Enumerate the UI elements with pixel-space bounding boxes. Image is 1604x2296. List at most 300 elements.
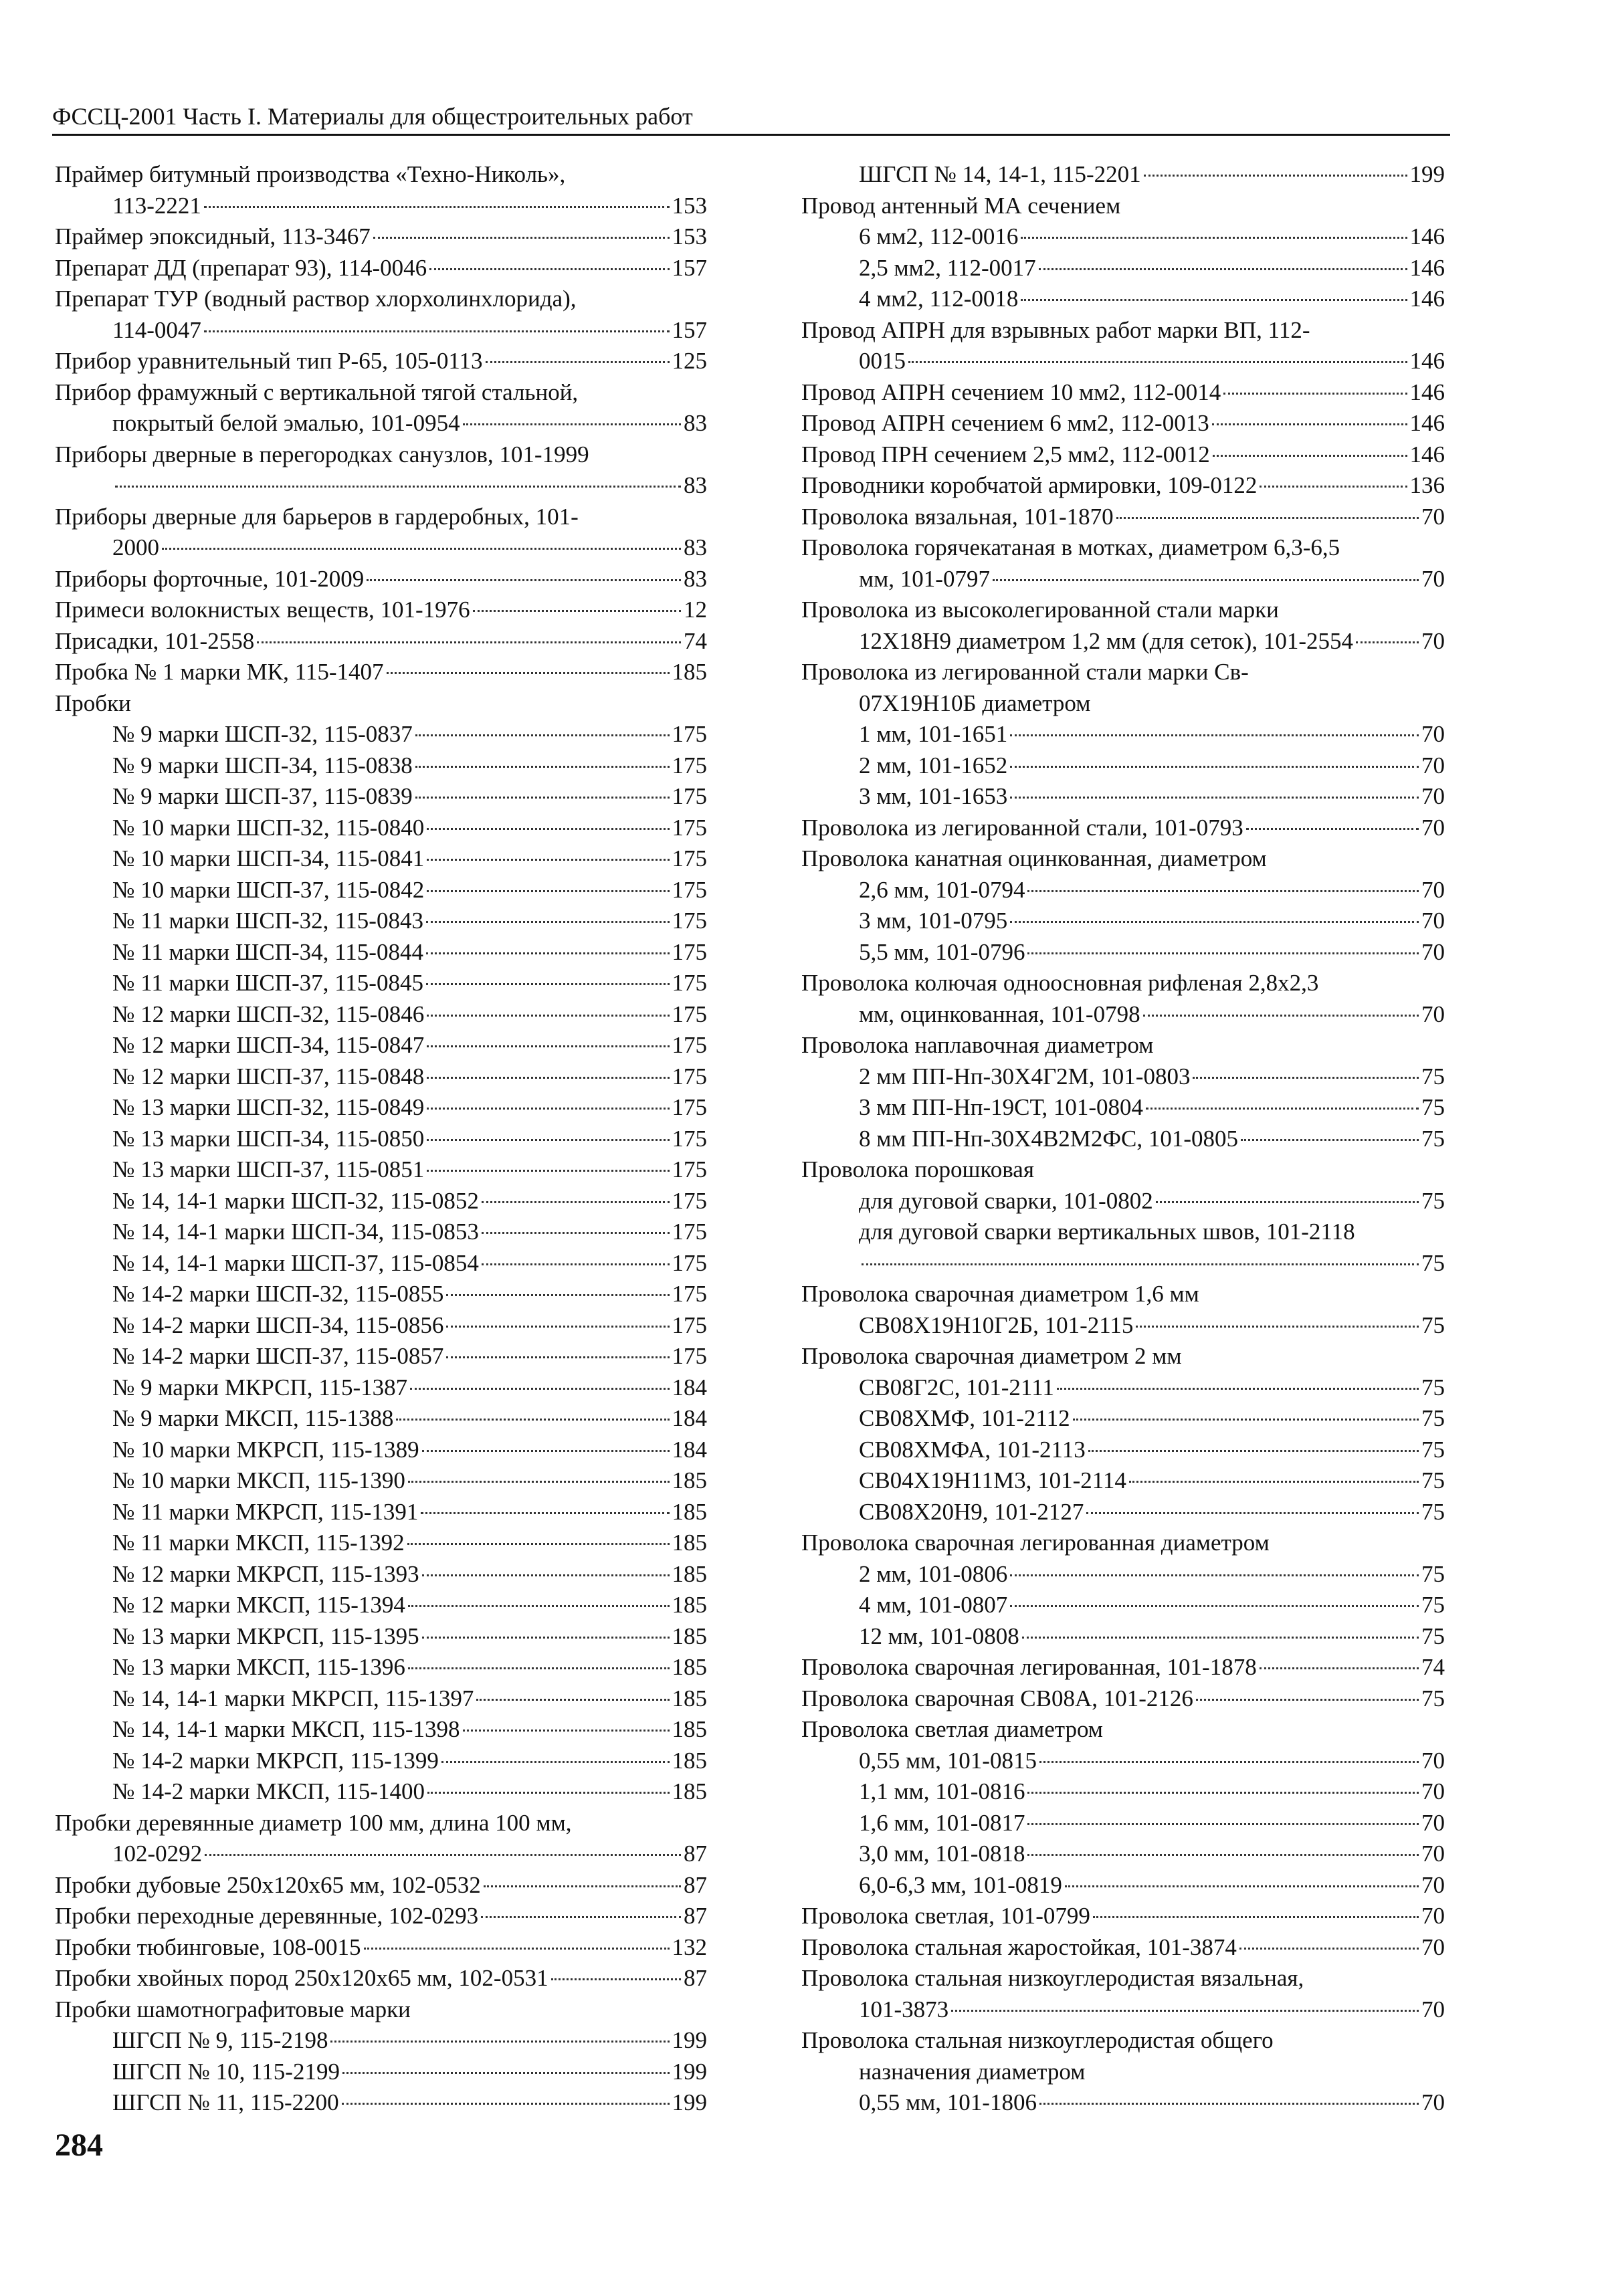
index-entry-text: № 14-2 марки ШСП-34, 115-0856 <box>112 1312 444 1338</box>
index-line <box>55 1839 707 1870</box>
index-page-ref: 184 <box>672 1436 707 1463</box>
index-page-ref: 70 <box>1421 876 1445 903</box>
index-line <box>55 999 707 1031</box>
index-page-ref: 175 <box>672 876 707 903</box>
index-line <box>801 221 1445 253</box>
index-line <box>801 408 1445 439</box>
dot-leader <box>463 423 681 425</box>
index-line <box>801 1994 1445 2026</box>
index-entry <box>801 1901 1445 1932</box>
index-entry-first-line: Проволока горячекатаная в мотках, диаметром 6,3-6,5 <box>801 534 1340 560</box>
index-entry <box>55 2025 707 2057</box>
dot-leader <box>342 2103 670 2105</box>
index-line <box>55 626 707 657</box>
index-line <box>801 439 1445 471</box>
index-line <box>801 253 1445 284</box>
dot-leader <box>1136 1326 1419 1328</box>
index-line <box>55 1465 707 1497</box>
index-entry-text: Препарат ДД (препарат 93), 114-0046 <box>55 254 427 281</box>
index-entry <box>55 1030 707 1061</box>
index-line <box>801 2087 1445 2119</box>
index-heading: Проволока канатная оцинкованная, диаметром <box>801 845 1267 871</box>
dot-leader <box>1010 1574 1419 1576</box>
dot-leader <box>486 361 670 363</box>
index-line <box>55 2025 707 2057</box>
dot-leader <box>1246 828 1419 830</box>
index-line <box>801 1092 1445 1124</box>
index-line <box>55 1372 707 1404</box>
dot-leader <box>427 1077 669 1079</box>
index-entry <box>55 688 707 720</box>
dot-leader <box>1065 1885 1419 1887</box>
index-entry-text: Проводники коробчатой армировки, 109-0122 <box>801 472 1258 498</box>
index-line <box>801 999 1445 1031</box>
index-entry <box>801 937 1445 968</box>
index-entry-text: Проволока из легированной стали, 101-0793 <box>801 814 1243 841</box>
index-entry-text: Пробки тюбинговые, 108-0015 <box>55 1934 361 1960</box>
index-page-ref: 146 <box>1409 223 1445 249</box>
index-entry-first-line: Праймер битумный производства «Техно-Николь», <box>55 161 566 187</box>
index-page-ref: 83 <box>684 565 707 592</box>
index-line <box>55 1932 707 1964</box>
index-line <box>55 1746 707 1777</box>
index-page-ref: 75 <box>1421 1063 1445 1089</box>
index-line <box>801 750 1445 782</box>
index-line <box>801 1248 1445 1279</box>
index-entry <box>55 2087 707 2119</box>
dot-leader <box>427 1139 669 1141</box>
dot-leader <box>1260 486 1407 488</box>
index-entry-text: 113-2221 <box>112 192 201 219</box>
dot-leader <box>1241 1139 1419 1141</box>
index-line <box>801 1621 1445 1653</box>
index-entry-text: 3 мм ПП-Нп-19СТ, 101-0804 <box>859 1094 1144 1120</box>
dot-leader <box>330 2041 669 2043</box>
index-page-ref: 75 <box>1421 1498 1445 1525</box>
index-entry <box>801 1559 1445 1590</box>
index-entry <box>55 221 707 253</box>
index-entry <box>55 843 707 875</box>
index-page-ref: 75 <box>1421 1312 1445 1338</box>
index-page-ref: 70 <box>1421 721 1445 747</box>
index-entry <box>801 1590 1445 1621</box>
index-page-ref: 70 <box>1421 1934 1445 1960</box>
index-page-ref: 185 <box>672 1623 707 1649</box>
index-page-ref: 175 <box>672 1219 707 1245</box>
index-entry <box>801 781 1445 813</box>
index-entry-text: СВ04Х19Н11М3, 101-2114 <box>859 1467 1126 1493</box>
index-entry-text: Присадки, 101-2558 <box>55 627 255 654</box>
index-line <box>55 564 707 595</box>
dot-leader <box>1088 1450 1419 1452</box>
index-entry-text: 6 мм2, 112-0016 <box>859 223 1019 249</box>
index-line <box>55 346 707 377</box>
index-entry-text: 0015 <box>859 348 906 374</box>
index-entry <box>55 1559 707 1590</box>
index-page-ref: 175 <box>672 1032 707 1058</box>
index-line <box>55 1528 707 1559</box>
index-entry <box>55 1341 707 1372</box>
index-entry <box>55 159 707 221</box>
index-line <box>55 1652 707 1683</box>
index-line <box>55 1403 707 1435</box>
dot-leader <box>426 983 670 985</box>
index-entry <box>801 843 1445 875</box>
dot-leader <box>1010 797 1419 799</box>
index-page-ref: 70 <box>1421 1903 1445 1929</box>
index-entry-text: СВ08ХМФА, 101-2113 <box>859 1436 1086 1463</box>
index-entry-text: № 9 марки ШСП-32, 115-0837 <box>112 721 413 747</box>
index-line <box>801 1746 1445 1777</box>
index-entry-text: Проволока вязальная, 101-1870 <box>801 503 1114 530</box>
index-line <box>55 2087 707 2119</box>
index-line <box>55 1248 707 1279</box>
index-heading: Проволока наплавочная диаметром <box>801 1032 1154 1058</box>
dot-leader <box>1212 423 1407 425</box>
index-line <box>55 1901 707 1932</box>
index-entry <box>801 1403 1445 1435</box>
dot-leader <box>446 1294 669 1296</box>
index-entry <box>55 1310 707 1342</box>
index-entry-text: ШГСП № 14, 14-1, 115-2201 <box>859 161 1141 187</box>
index-entry <box>801 1683 1445 1715</box>
dot-leader <box>1027 952 1419 954</box>
index-entry <box>801 1776 1445 1808</box>
dot-leader <box>1239 1948 1419 1950</box>
index-entry-text: № 11 марки ШСП-37, 115-0845 <box>112 970 423 996</box>
index-heading: Проволока сварочная диаметром 2 мм <box>801 1343 1182 1369</box>
index-page-ref: 175 <box>672 1001 707 1027</box>
index-entry-text: 1,1 мм, 101-0816 <box>859 1778 1025 1804</box>
index-page-ref: 175 <box>672 752 707 778</box>
index-entry <box>55 906 707 937</box>
index-entry-text: Проволока сварочная легированная, 101-1878 <box>801 1654 1257 1680</box>
index-entry <box>801 875 1445 906</box>
index-page-ref: 74 <box>684 627 707 654</box>
index-line <box>801 1061 1445 1093</box>
index-entry <box>55 719 707 750</box>
index-line <box>801 470 1445 502</box>
index-entry <box>55 1994 707 2026</box>
index-page-ref: 75 <box>1421 1094 1445 1120</box>
index-entry-text: № 14, 14-1 марки ШСП-37, 115-0854 <box>112 1249 479 1276</box>
dot-leader <box>429 268 669 270</box>
index-line <box>55 1683 707 1715</box>
dot-leader <box>1027 890 1419 892</box>
dot-leader <box>427 1170 669 1172</box>
index-entry <box>55 1372 707 1404</box>
index-heading: Проволока сварочная легированная диаметром <box>801 1530 1270 1556</box>
index-line <box>801 1465 1445 1497</box>
index-entry-text: № 13 марки МКСП, 115-1396 <box>112 1654 405 1680</box>
dot-leader <box>1010 766 1419 768</box>
dot-leader <box>446 1356 669 1358</box>
index-entry-first-line: Провод АПРН для взрывных работ марки ВП, 112- <box>801 316 1310 343</box>
index-line <box>801 159 1445 191</box>
index-entry <box>801 1932 1445 1964</box>
index-entry-text: 3 мм, 101-0795 <box>859 908 1008 934</box>
index-heading: Проволока порошковая <box>801 1156 1034 1182</box>
index-entry <box>55 1403 707 1435</box>
index-page-ref: 175 <box>672 1094 707 1120</box>
index-entry-text: 0,55 мм, 101-1806 <box>859 2089 1037 2115</box>
dot-leader <box>1223 393 1407 395</box>
dot-leader <box>1010 1605 1419 1607</box>
index-entry-text: ШГСП № 9, 115-2198 <box>112 2027 328 2053</box>
index-page-ref: 185 <box>672 1530 707 1556</box>
dot-leader <box>1010 921 1419 923</box>
index-page-ref: 75 <box>1421 1560 1445 1587</box>
index-page-ref: 184 <box>672 1374 707 1400</box>
index-line <box>55 1621 707 1653</box>
index-line <box>55 221 707 253</box>
index-entry <box>55 564 707 595</box>
index-line <box>801 875 1445 906</box>
index-page-ref: 132 <box>672 1934 707 1960</box>
dot-leader <box>1193 1077 1419 1079</box>
dot-leader <box>993 579 1419 581</box>
index-entry-text: № 11 марки МКСП, 115-1392 <box>112 1530 405 1556</box>
index-page-ref: 175 <box>672 970 707 996</box>
index-line <box>55 1061 707 1093</box>
index-entry-first-line: Проволока сварочная диаметром 1,6 мм <box>801 1281 1199 1307</box>
index-entry-first-line: Проволока стальная низкоуглеродистая общего <box>801 2027 1274 2053</box>
dot-leader <box>1057 1388 1419 1390</box>
index-entry <box>55 1279 707 1310</box>
dot-leader <box>1039 1761 1419 1763</box>
dot-leader <box>426 921 670 923</box>
index-page-ref: 175 <box>672 845 707 871</box>
index-page-ref: 75 <box>1421 1436 1445 1463</box>
dot-leader <box>1196 1699 1419 1701</box>
index-page-ref: 185 <box>672 1778 707 1804</box>
index-line <box>801 377 1445 409</box>
index-line <box>801 564 1445 595</box>
index-entry <box>55 1746 707 1777</box>
index-entry <box>801 2025 1445 2087</box>
index-line <box>801 1590 1445 1621</box>
index-page-ref: 146 <box>1409 286 1445 312</box>
index-line <box>55 1279 707 1310</box>
dot-leader <box>408 1481 670 1483</box>
index-page-ref: 70 <box>1421 1996 1445 2022</box>
index-line <box>55 315 707 346</box>
index-entry-text: № 10 марки ШСП-37, 115-0842 <box>112 876 425 903</box>
index-page-ref: 199 <box>672 2027 707 2053</box>
index-entry <box>801 1279 1445 1341</box>
index-page-ref: 70 <box>1421 752 1445 778</box>
index-line <box>55 1435 707 1466</box>
index-column-right <box>801 159 1445 2119</box>
index-page-ref: 157 <box>672 254 707 281</box>
index-page-ref: 87 <box>684 1871 707 1898</box>
dot-leader <box>1021 299 1407 301</box>
index-line <box>55 408 707 439</box>
index-line <box>801 1652 1445 1683</box>
dot-leader <box>1356 641 1419 643</box>
index-entry <box>801 968 1445 1030</box>
index-entry <box>801 906 1445 937</box>
index-line <box>801 781 1445 813</box>
index-page-ref: 153 <box>672 192 707 219</box>
index-entry <box>55 657 707 688</box>
index-entry-text: Пробки переходные деревянные, 102-0293 <box>55 1903 479 1929</box>
index-line <box>801 284 1445 315</box>
dot-leader <box>1010 734 1419 736</box>
index-page-ref: 70 <box>1421 565 1445 592</box>
index-entry-text: 2 мм, 101-0806 <box>859 1560 1008 1587</box>
index-entry <box>801 1030 1445 1061</box>
index-entry <box>55 1186 707 1217</box>
dot-leader <box>1260 1667 1419 1669</box>
index-line <box>801 626 1445 657</box>
index-line <box>55 1030 707 1061</box>
index-line <box>801 1901 1445 1932</box>
index-line <box>55 750 707 782</box>
index-line <box>55 191 707 222</box>
index-line <box>801 1186 1445 1217</box>
dot-leader <box>1146 1108 1419 1110</box>
index-entry-continuation: назначения диаметром <box>859 2058 1086 2085</box>
dot-leader <box>1039 2103 1419 2105</box>
index-line <box>55 1497 707 1528</box>
index-entry-text: ШГСП № 11, 115-2200 <box>112 2089 339 2115</box>
index-entry-text: № 14-2 марки ШСП-37, 115-0857 <box>112 1343 444 1369</box>
index-page-ref: 125 <box>672 348 707 374</box>
index-entry-text: 0,55 мм, 101-0815 <box>859 1747 1037 1774</box>
index-page-ref: 175 <box>672 938 707 965</box>
index-line <box>55 1870 707 1901</box>
index-entry <box>55 377 707 439</box>
index-entry <box>801 1061 1445 1093</box>
index-entry <box>55 595 707 626</box>
index-line <box>801 1683 1445 1715</box>
index-entry-text: № 14, 14-1 марки МКСП, 115-1398 <box>112 1716 460 1742</box>
dot-leader <box>422 1450 670 1452</box>
dot-leader <box>482 1201 670 1203</box>
dot-leader <box>551 1978 681 1980</box>
index-page-ref: 185 <box>672 1685 707 1711</box>
dot-leader <box>908 361 1407 363</box>
index-entry-text: 2,6 мм, 101-0794 <box>859 876 1025 903</box>
index-entry <box>55 1528 707 1559</box>
index-entry-text: 1 мм, 101-1651 <box>859 721 1008 747</box>
index-entry-text: 2 мм ПП-Нп-30Х4Г2М, 101-0803 <box>859 1063 1191 1089</box>
index-entry-text: № 14, 14-1 марки ШСП-34, 115-0853 <box>112 1219 479 1245</box>
index-entry <box>801 1497 1445 1528</box>
index-entry <box>55 1497 707 1528</box>
index-entry <box>801 159 1445 191</box>
dot-leader <box>415 766 670 768</box>
index-entry-text: 3 мм, 101-1653 <box>859 783 1008 809</box>
index-entry-text: № 9 марки МКСП, 115-1388 <box>112 1405 394 1431</box>
index-line <box>801 1403 1445 1435</box>
index-entry <box>55 1652 707 1683</box>
index-entry <box>801 221 1445 253</box>
dot-leader <box>1144 175 1407 177</box>
index-page-ref: 70 <box>1421 783 1445 809</box>
index-entry <box>55 1465 707 1497</box>
dot-leader <box>373 237 670 239</box>
index-page-ref: 175 <box>672 721 707 747</box>
dot-leader <box>426 952 670 954</box>
index-page-ref: 75 <box>1421 1374 1445 1400</box>
index-entry <box>55 968 707 999</box>
dot-leader <box>1039 268 1407 270</box>
index-entry <box>55 1963 707 1994</box>
dot-leader <box>364 1948 670 1950</box>
index-entry <box>55 1154 707 1186</box>
index-entry-text: Прибор уравнительный тип Р-65, 105-0113 <box>55 348 483 374</box>
index-entry <box>801 1092 1445 1124</box>
index-entry-text: № 11 марки МКРСП, 115-1391 <box>112 1498 419 1525</box>
index-page-ref: 175 <box>672 1063 707 1089</box>
index-page-ref: 75 <box>1421 1685 1445 1711</box>
index-page-ref: 87 <box>684 1965 707 1991</box>
dot-leader <box>427 1015 669 1017</box>
index-entry <box>801 1808 1445 1839</box>
index-entry-text: 1,6 мм, 101-0817 <box>859 1809 1025 1836</box>
dot-leader <box>1213 455 1407 457</box>
dot-leader <box>951 2010 1419 2012</box>
index-entry <box>55 1435 707 1466</box>
index-page-ref: 74 <box>1421 1654 1445 1680</box>
index-entry <box>55 750 707 782</box>
index-page-ref: 70 <box>1421 938 1445 965</box>
index-line <box>801 1839 1445 1870</box>
index-entry <box>801 1154 1445 1186</box>
index-entry <box>55 1870 707 1901</box>
index-page-ref: 70 <box>1421 1778 1445 1804</box>
dot-leader <box>387 672 670 674</box>
index-page-ref: 199 <box>1409 161 1445 187</box>
index-entry-text: № 13 марки ШСП-34, 115-0850 <box>112 1125 425 1152</box>
index-entry-continuation: 07Х19Н10Б диаметром <box>859 690 1091 716</box>
index-heading: Проволока светлая диаметром <box>801 1716 1103 1742</box>
index-entry-text: 2000 <box>112 534 159 560</box>
index-page-ref: 199 <box>672 2058 707 2085</box>
dot-leader <box>1027 1823 1419 1825</box>
index-entry <box>55 284 707 346</box>
index-page-ref: 175 <box>672 1156 707 1182</box>
dot-leader <box>162 548 681 550</box>
index-page-ref: 136 <box>1409 472 1445 498</box>
index-entry <box>801 1435 1445 1466</box>
index-entry-text: мм, оцинкованная, 101-0798 <box>859 1001 1140 1027</box>
index-page-ref: 184 <box>672 1405 707 1431</box>
index-entry <box>801 1621 1445 1653</box>
dot-leader <box>1143 1015 1419 1017</box>
index-entry-text: Примеси волокнистых веществ, 101-1976 <box>55 597 470 623</box>
index-page-ref: 75 <box>1421 1125 1445 1152</box>
index-entry <box>801 1714 1445 1746</box>
index-entry-text: № 14, 14-1 марки ШСП-32, 115-0852 <box>112 1187 479 1214</box>
index-entry-text: № 14-2 марки ШСП-32, 115-0855 <box>112 1281 444 1307</box>
index-entry <box>801 1652 1445 1683</box>
index-entry <box>801 813 1445 844</box>
index-entry-text: Провод АПРН сечением 6 мм2, 112-0013 <box>801 410 1209 436</box>
index-entry <box>801 253 1445 284</box>
index-entry-text: СВ08ХМФ, 101-2112 <box>859 1405 1070 1431</box>
index-entry-text: № 11 марки ШСП-34, 115-0844 <box>112 938 423 965</box>
index-page-ref: 75 <box>1421 1249 1445 1276</box>
dot-leader <box>367 579 681 581</box>
index-entry-text: № 10 марки МКСП, 115-1390 <box>112 1467 405 1493</box>
index-page-ref: 153 <box>672 223 707 249</box>
dot-leader <box>473 610 681 612</box>
index-line <box>55 1559 707 1590</box>
index-line <box>55 1714 707 1746</box>
